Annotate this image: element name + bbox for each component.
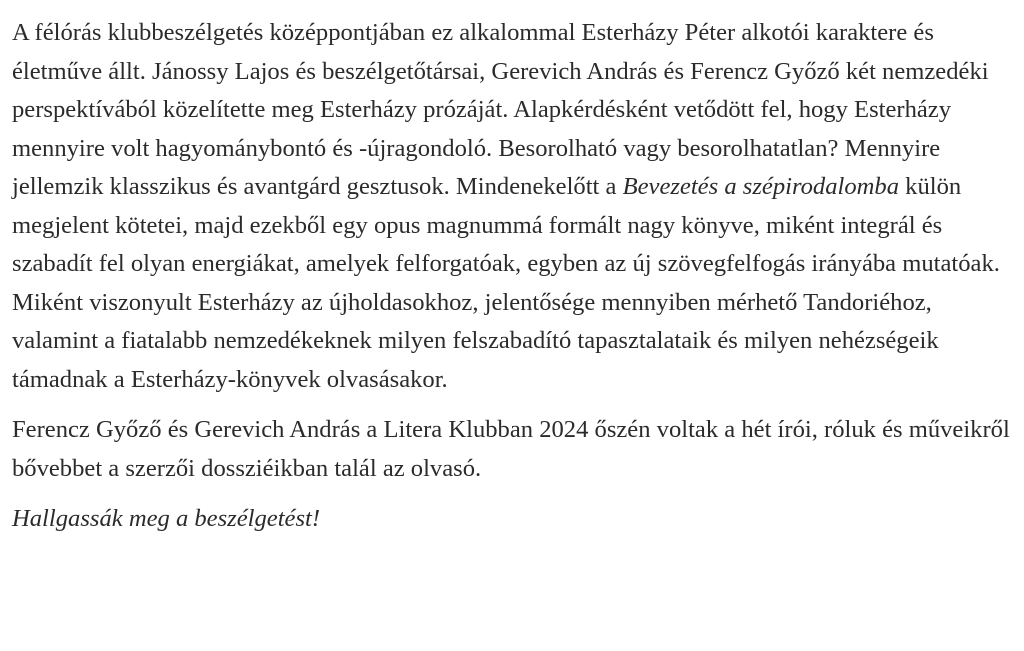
book-title: Bevezetés a szépirodalomba [622,173,899,200]
listen-call-to-action [12,500,1016,539]
listen-call-to-action-text: Hallgassák meg a beszélgetést! [12,505,321,532]
intro-paragraph [12,14,1016,399]
intro-text-before-title: A félórás klubbeszélgetés középpontjában ez alkalommal Esterházy Péter alkotói karaktere és életműve állt. Jánossy Lajos és beszélgetőtársai, Gerevich András és Ferencz Győző két nemzedéki perspektívából közelítette meg Esterházy prózáját. Alapkérdésként vetődött fel, hogy Esterházy mennyire volt hagyománybontó és -újragondoló. Besorolható vagy besorolhatatlan? Mennyire jellemzik klasszikus és avantgárd gesztusok. Mindenekelőtt a [12,19,989,200]
intro-text-after-title: külön megjelent kötetei, majd ezekből egy opus magnummá formált nagy könyve, miként integrál és szabadít fel olyan energiákat, amelyek felforgatóak, egyben az új szövegfelfogás irányába mutatóak. Miként viszonyult Esterházy az újholdasokhoz, jelentősége mennyiben mérhető Tandoriéhoz, valamint a fiatalabb nemzedékeknek milyen felszabadító tapasztalataik és milyen nehézségeik támadnak a Esterházy-könyvek olvasásakor. [12,173,1000,393]
authors-paragraph: Ferencz Győző és Gerevich András a Litera Klubban 2024 őszén voltak a hét írói, róluk és műveikről bővebbet a szerzői dossziéikban talál az olvasó. [12,416,1010,482]
article-body [12,14,1016,539]
